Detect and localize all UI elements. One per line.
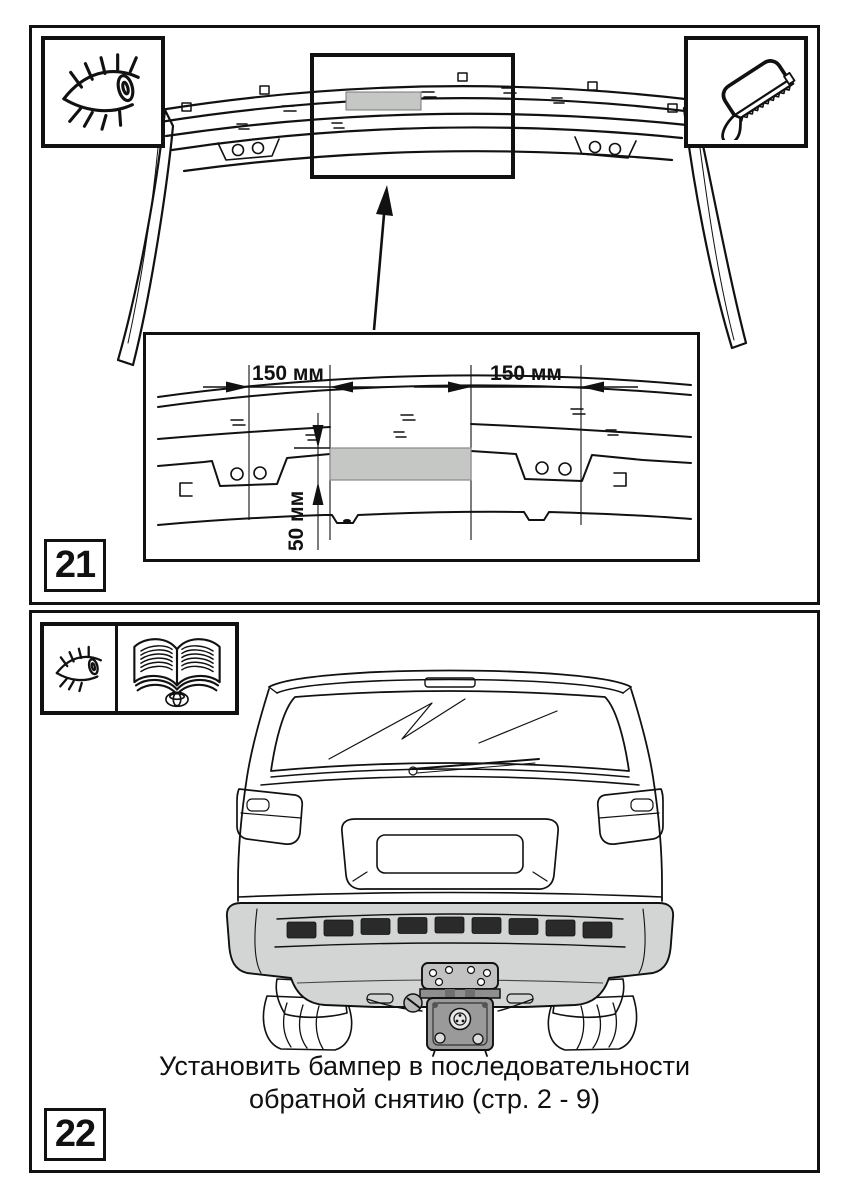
dim-label-right: 150 мм — [490, 362, 562, 385]
attention-icon-box — [41, 36, 165, 148]
open-manual-icon — [124, 628, 230, 710]
cut-zone-detail — [330, 448, 471, 480]
cut-detail-drawing — [146, 335, 697, 559]
cut-detail-box — [143, 332, 700, 562]
step-22-panel — [29, 610, 820, 1173]
caption-line-1: Установить бампер в последовательности — [158, 1051, 691, 1081]
car-rear-view-drawing — [217, 651, 687, 1061]
tool-icon-box — [684, 36, 808, 148]
instruction-caption — [32, 1050, 817, 1116]
attention-manual-icon-box — [40, 622, 239, 715]
license-plate-recess — [342, 819, 558, 889]
rear-wiper — [409, 759, 539, 775]
step-number-22-label: 22 — [54, 1113, 96, 1155]
step-number-21 — [44, 539, 106, 592]
left-taillight — [237, 789, 302, 844]
toyota-logo — [165, 692, 187, 706]
zoom-arrow — [374, 185, 393, 330]
right-taillight — [598, 789, 663, 844]
cut-zone-small — [346, 92, 421, 110]
eye-icon — [51, 634, 109, 704]
eye-icon — [53, 48, 153, 136]
caption-line-2: обратной снятию (стр. 2 - 9) — [249, 1084, 600, 1114]
electrical-socket — [450, 1009, 471, 1030]
license-plate — [377, 835, 523, 873]
zoom-region-rect — [312, 55, 513, 177]
step-21-panel — [29, 25, 820, 605]
dim-label-left: 150 мм — [252, 362, 324, 385]
step-number-21-label: 21 — [54, 544, 96, 586]
dim-label-vertical: 50 мм — [285, 490, 308, 552]
hacksaw-icon — [694, 44, 798, 140]
rear-window — [271, 691, 629, 771]
step-number-22 — [44, 1108, 106, 1161]
